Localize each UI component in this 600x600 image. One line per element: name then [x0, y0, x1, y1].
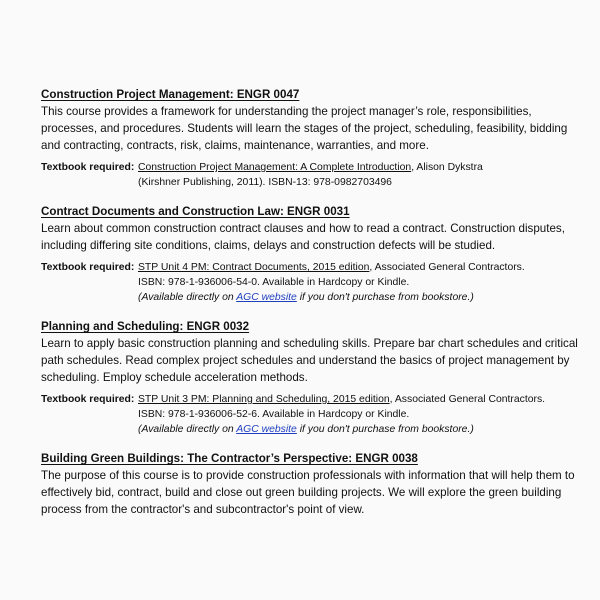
textbook-label: Textbook required: — [41, 162, 135, 173]
textbook-availability — [138, 290, 578, 305]
textbook-details — [138, 260, 578, 305]
textbook-block — [41, 260, 578, 305]
course-title: Construction Project Management: ENGR 0047 — [41, 88, 300, 101]
course-description: Learn about common construction contract clauses and how to read a contract. Construction disputes, including differing site conditions, claims, delays and construction defects will be studied. — [41, 222, 565, 252]
textbook-details — [138, 160, 578, 190]
course-description: This course provides a framework for understanding the project manager’s role, responsibilities, processes, and procedures. Students will learn the stages of the project, scheduling, feasibility, bidding and contracting, contracts, risk, claims, maintenance, warranties, and more. — [41, 105, 568, 152]
availability-prefix: (Available directly on — [138, 424, 237, 435]
textbook-isbn: ISBN: 978-1-936006-52-6. Available in Hardcopy or Kindle. — [138, 409, 410, 420]
course-description: Learn to apply basic construction planning and scheduling skills. Prepare bar chart schedules and critical path schedules. Read complex project schedules and understand the basics of project management by scheduling. Employ schedule acceleration methods. — [41, 337, 578, 384]
textbook-isbn: ISBN: 978-1-936006-54-0. Available in Hardcopy or Kindle. — [138, 277, 410, 288]
availability-suffix: if you don't purchase from bookstore.) — [296, 424, 474, 435]
course-engr-0032 — [41, 318, 578, 437]
textbook-title: STP Unit 4 PM: Contract Documents, 2015 edition — [138, 262, 370, 273]
textbook-publisher: , Associated General Contractors. — [389, 394, 546, 405]
course-title: Building Green Buildings: The Contractor’s Perspective: ENGR 0038 — [41, 452, 418, 465]
textbook-details — [138, 392, 578, 437]
agc-website-link[interactable]: AGC website — [236, 424, 297, 435]
textbook-label: Textbook required: — [41, 262, 135, 273]
availability-prefix: (Available directly on — [138, 292, 237, 303]
agc-website-link[interactable]: AGC website — [236, 292, 297, 303]
course-engr-0038 — [41, 450, 578, 518]
textbook-block — [41, 392, 578, 437]
textbook-publisher-isbn: (Kirshner Publishing, 2011). ISBN-13: 978-0982703496 — [138, 177, 392, 188]
course-engr-0031 — [41, 203, 578, 305]
course-description: The purpose of this course is to provide construction professionals with information that will help them to effectively bid, contract, build and close out green building projects. We will explore the green building process from the contractor's and subcontractor's point of view. — [41, 469, 575, 516]
textbook-title: Construction Project Management: A Complete Introduction — [138, 162, 412, 173]
availability-suffix: if you don't purchase from bookstore.) — [296, 292, 474, 303]
textbook-author: , Alison Dykstra — [411, 162, 483, 173]
textbook-line-1 — [138, 392, 578, 407]
course-title: Contract Documents and Construction Law: ENGR 0031 — [41, 205, 350, 218]
textbook-block — [41, 160, 578, 190]
textbook-line-1 — [138, 160, 578, 175]
course-title: Planning and Scheduling: ENGR 0032 — [41, 320, 250, 333]
textbook-label: Textbook required: — [41, 394, 135, 405]
textbook-line-1 — [138, 260, 578, 275]
textbook-availability — [138, 422, 578, 437]
textbook-publisher: , Associated General Contractors. — [369, 262, 525, 273]
course-engr-0047 — [41, 86, 578, 190]
textbook-title: STP Unit 3 PM: Planning and Scheduling, 2015 edition — [138, 394, 390, 405]
